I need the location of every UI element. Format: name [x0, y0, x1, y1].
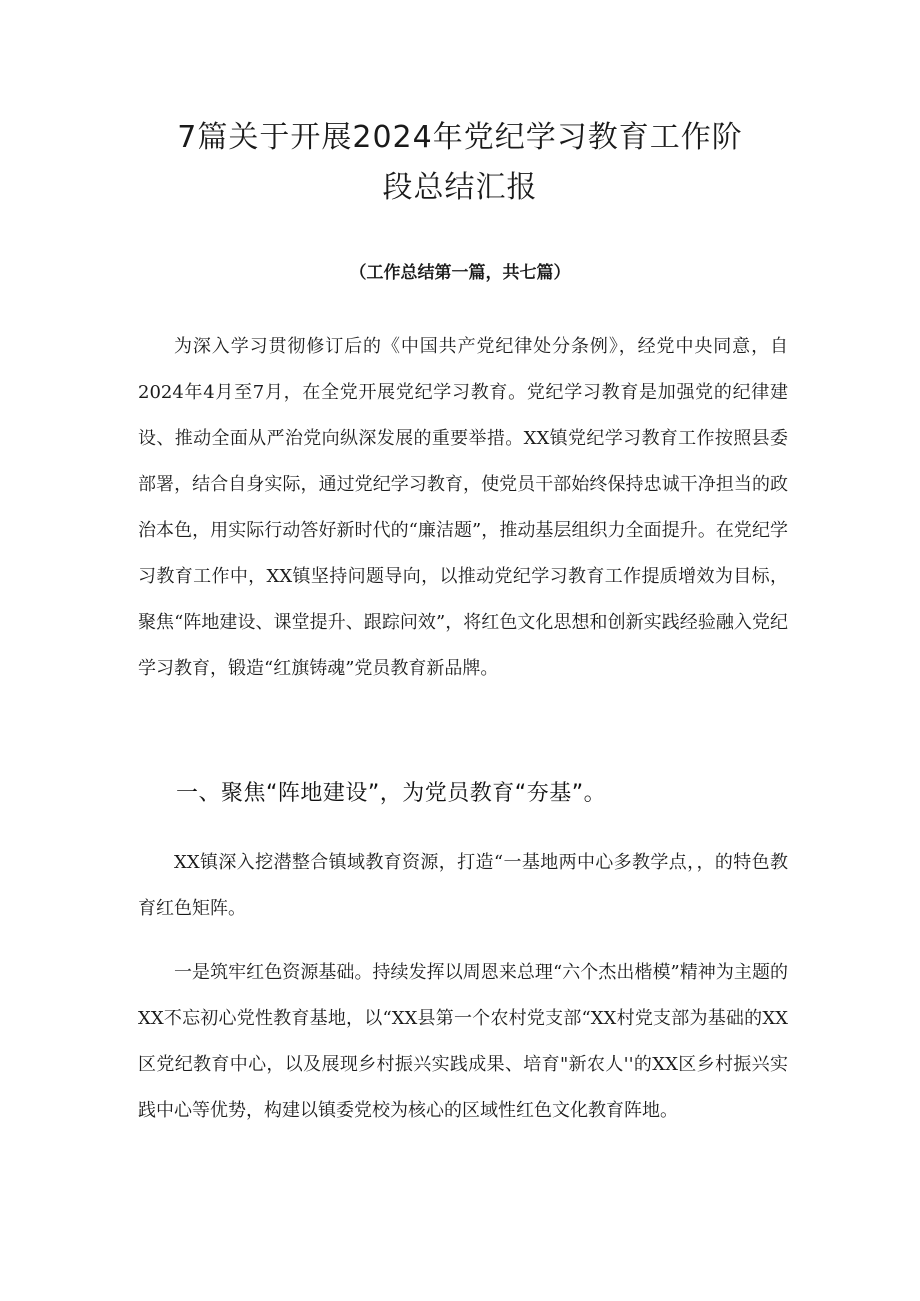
document-title-line-1: 7篇关于开展2024年党纪学习教育工作阶 [177, 120, 743, 155]
document-subtitle: （工作总结第一篇，共七篇） [349, 263, 571, 283]
document-title-line-2: 段总结汇报 [382, 170, 538, 205]
section-heading-1: 一、聚焦“阵地建设”，为党员教育“夯基”。 [176, 781, 607, 806]
section-1-paragraph-2: 一是筑牢红色资源基础。持续发挥以周恩来总理“六个杰出楷模”精神为主题的XX不忘初心党性教育基地，以“XX县第一个农村党支部“XX村党支部为基础的XX区党纪教育中心，以及展现乡村振兴实践成果、培育"新农人''的XX区乡村振兴实践中心等优势，构建以镇委党校为核心的区域性红色文化教育阵地。 [138, 962, 788, 1121]
intro-paragraph: 为深入学习贯彻修订后的《中国共产党纪律处分条例》，经党中央同意，自2024年4月至7月，在全党开展党纪学习教育。党纪学习教育是加强党的纪律建设、推动全面从严治党向纵深发展的重要举措。XX镇党纪学习教育工作按照县委部署，结合自身实际，通过党纪学习教育，使党员干部始终保持忠诚干净担当的政治本色，用实际行动答好新时代的“廉洁题”，推动基层组织力全面提升。在党纪学习教育工作中，XX镇坚持问题导向，以推动党纪学习教育工作提质增效为目标，聚焦“阵地建设、课堂提升、跟踪问效”，将红色文化思想和创新实践经验融入党纪学习教育，锻造“红旗铸魂”党员教育新品牌。 [138, 336, 788, 679]
section-1-paragraph-1: XX镇深入挖潜整合镇域教育资源，打造“一基地两中心多教学点，，的特色教育红色矩阵。 [138, 852, 788, 919]
